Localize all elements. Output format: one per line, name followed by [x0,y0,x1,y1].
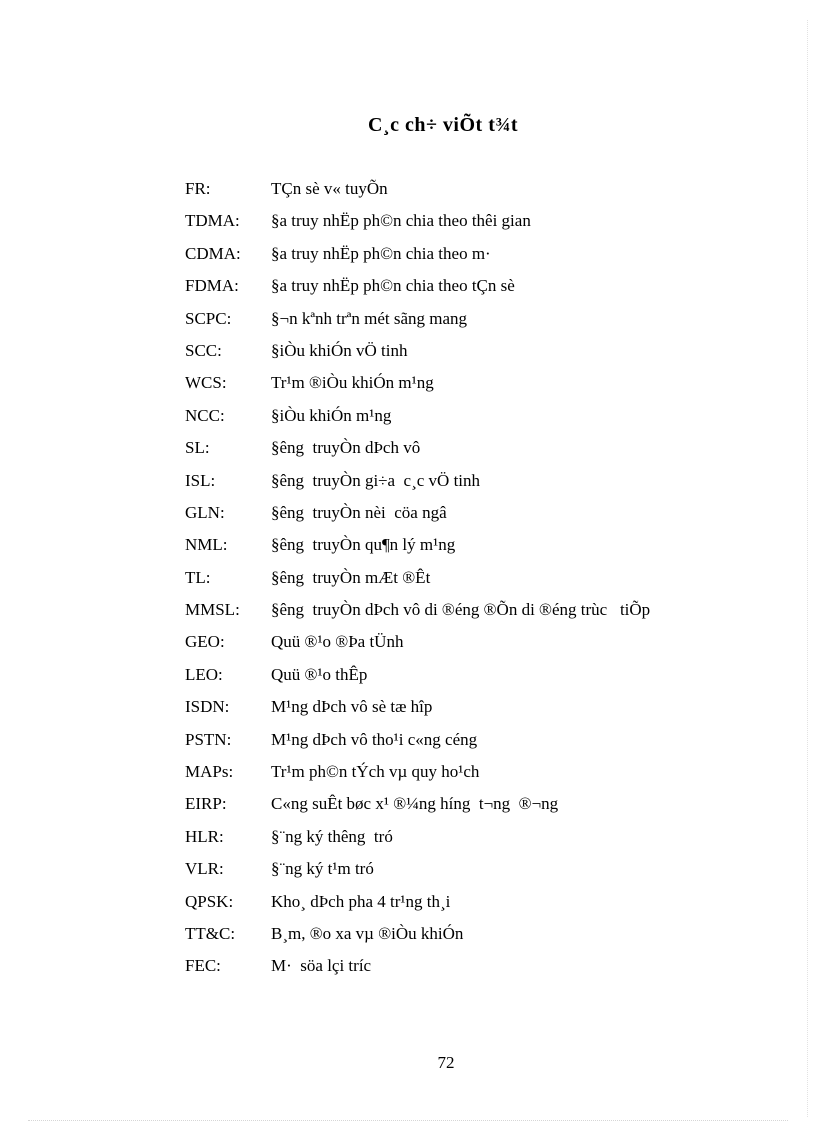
abbreviation-row [185,888,765,920]
right-margin-rule [807,20,808,1117]
abbreviation-code: PSTN: [185,729,232,749]
abbreviation-code: EIRP: [185,794,227,814]
abbreviation-description: §êng truyÒn mÆt ®Êt [271,567,431,587]
abbreviation-code: WCS: [185,373,227,393]
abbreviation-code: MMSL: [185,600,240,620]
abbreviation-row [185,499,765,531]
abbreviation-description: §iÒu khiÓn m¹ng [271,405,392,425]
abbreviation-description: M· söa lçi tríc [271,956,372,976]
abbreviation-row [185,758,765,790]
abbreviation-description: Quü ®¹o thÊp [271,664,368,684]
abbreviation-row [185,531,765,563]
abbreviation-description: M¹ng dÞch vô tho¹i c«ng céng [271,729,478,749]
abbreviation-code: CDMA: [185,243,241,263]
abbreviation-code: TT&C: [185,923,236,943]
abbreviation-row [185,337,765,369]
abbreviation-code: GEO: [185,632,225,652]
bottom-margin-rule [28,1120,788,1121]
abbreviation-code: NCC: [185,405,225,425]
abbreviation-row [185,564,765,596]
abbreviation-row [185,693,765,725]
abbreviation-code: NML: [185,535,228,555]
abbreviation-list [185,175,765,985]
abbreviation-description: B¸m, ®o xa vµ ®iÒu khiÓn [271,923,464,943]
abbreviation-description: §êng truyÒn qu¶n lý m¹ng [271,535,456,555]
abbreviation-code: MAPs: [185,762,234,782]
abbreviation-code: TDMA: [185,211,240,231]
abbreviation-row [185,175,765,207]
abbreviation-row [185,240,765,272]
abbreviation-row [185,305,765,337]
abbreviation-code: FDMA: [185,276,239,296]
abbreviation-description: C«ng suÊt bøc x¹ ®¼ng híng t¬ng ®¬ng [271,794,559,814]
abbreviation-row [185,272,765,304]
abbreviation-description: §a truy nhËp ph©n chia theo tÇn sè [271,276,515,296]
abbreviation-description: §¨ng ký t¹m tró [271,859,374,879]
abbreviation-description: Tr¹m ®iÒu khiÓn m¹ng [271,373,434,393]
abbreviation-code: FEC: [185,956,221,976]
abbreviation-row [185,855,765,887]
abbreviation-description: Kho¸ dÞch pha 4 tr¹ng th¸i [271,891,451,911]
abbreviation-description: Quü ®¹o ®Þa tÜnh [271,632,404,652]
abbreviation-row [185,920,765,952]
abbreviation-row [185,207,765,239]
abbreviation-row [185,726,765,758]
abbreviation-code: SL: [185,438,210,458]
abbreviation-row [185,823,765,855]
abbreviation-description: §iÒu khiÓn vÖ tinh [271,340,408,360]
page-title: C¸c ch÷ viÕt t¾t [367,114,519,136]
abbreviation-code: FR: [185,179,211,198]
abbreviation-code: ISDN: [185,697,230,717]
abbreviation-description: M¹ng dÞch vô sè tæ hîp [271,697,433,717]
abbreviation-description: §a truy nhËp ph©n chia theo m· [271,243,491,263]
abbreviation-row [185,952,765,984]
abbreviation-description: §¬n kªnh trªn mét sãng mang [271,308,468,328]
abbreviation-code: HLR: [185,826,224,846]
abbreviation-code: QPSK: [185,891,234,911]
abbreviation-description: §êng truyÒn dÞch vô [271,438,421,458]
abbreviation-description: §êng truyÒn dÞch vô di ®éng ®Õn di ®éng trùc tiÕp [271,600,651,620]
abbreviation-description: Tr¹m ph©n tÝch vµ quy ho¹ch [271,762,480,782]
abbreviation-row [185,369,765,401]
abbreviation-description: §êng truyÒn nèi cöa ngâ [271,502,447,522]
abbreviation-description: §¨ng ký thêng tró [271,826,393,846]
abbreviation-row [185,661,765,693]
abbreviation-row [185,628,765,660]
abbreviation-description: §a truy nhËp ph©n chia theo thêi gian [271,211,531,231]
abbreviation-row [185,467,765,499]
abbreviation-code: LEO: [185,664,223,684]
abbreviation-row [185,402,765,434]
abbreviation-code: TL: [185,567,211,587]
abbreviation-description: TÇn sè v« tuyÕn [271,179,388,198]
page-number: 72 [437,1053,455,1072]
abbreviation-code: ISL: [185,470,216,490]
abbreviation-code: GLN: [185,502,225,522]
abbreviation-row [185,790,765,822]
abbreviation-code: VLR: [185,859,224,879]
abbreviation-row [185,596,765,628]
abbreviation-row [185,434,765,466]
abbreviation-code: SCC: [185,340,222,360]
abbreviation-code: SCPC: [185,308,232,328]
abbreviation-description: §êng truyÒn gi÷a c¸c vÖ tinh [271,470,481,490]
